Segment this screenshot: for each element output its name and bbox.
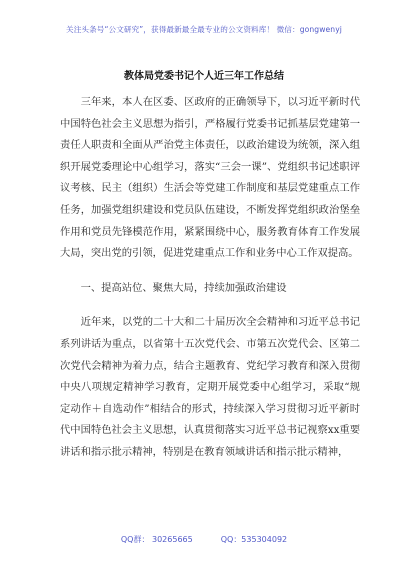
intro-paragraph: 三年来，本人在区委、区政府的正确领导下，以习近平新时代中国特色社会主义思想为指引，严格履行党委书记抓基层党建第一责任人职责和全面从严治党主体责任，以政治建设为统领，深入组织开展党委理论中心组学习，落实“三会一课”、党组织书记述职评议考核、民主（组织）生活会等党建工作制度和基层党建重点工作任务，加强党组织建设和党员队伍建设，不断发挥党组织政治堡垒作用和党员先锋模范作用，紧紧围绕中心，服务教育体育工作发展大局，突出党的引领，促进党建重点工作和业务中心工作双提高。: [60, 96, 360, 260]
footer-contact: [0, 534, 408, 545]
footer-qq: QQ：535304092: [220, 535, 288, 544]
header-banner: 关注头条号“公文研究”，获得最新最全最专业的公文资料库！ 微信：gongwenyj: [66, 25, 342, 34]
footer-qq-group: QQ群： 30265665: [120, 535, 193, 544]
section-paragraph: 近年来，以党的二十大和二十届历次全会精神和习近平总书记系列讲话为重点，以省第十五次党代会、市第五次党代会、区第二次党代会精神为着力点，结合主题教育、党纪学习教育和深入贯彻中央八项规定精神学习教育，定期开展党委中心组学习，采取“规定动作＋自选动作”相结合的形式，持续深入学习贯彻习近平新时代中国特色社会主义思想，认真贯彻落实习近平总书记视察xx重要讲话和指示批示精神，特别是在教育领域讲话和指示批示精神，: [60, 316, 360, 458]
document-body: [60, 92, 360, 464]
document-title: 教体局党委书记个人近三年工作总结: [124, 71, 284, 82]
section-heading: 一、提高站位、聚焦大局，持续加强政治建设: [80, 281, 287, 294]
